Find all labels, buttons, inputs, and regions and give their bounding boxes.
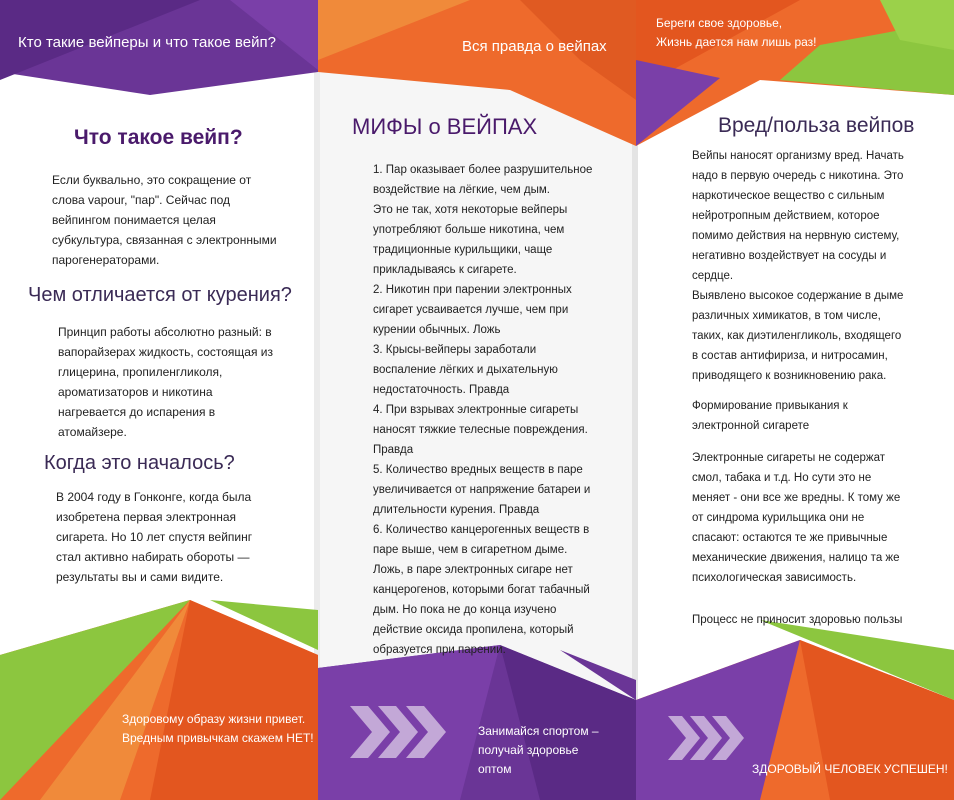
panel1-banner: Кто такие вейперы и что такое вейп? [18,34,276,51]
harm-title: Вред/польза вейпов [718,114,915,137]
harm-para3: Электронные сигареты не содержат смол, табака и т.д. Но сути это не меняет - они все же вредны. К тому же от синдрома курильщика они не спасают: остаются те же привычные механические движения, налицо та же психологическая зависимость. [692,452,901,584]
diff-title: Чем отличается от курения? [28,284,292,306]
panel1-footer: Здоровому образу жизни привет. Вредным привычкам скажем НЕТ! [122,712,314,745]
myth-item: 4. При взрывах электронные сигареты наносят тяжкие телесные повреждения. Правда [373,404,588,456]
panel2-banner: Вся правда о вейпах [462,38,607,55]
harm-para4: Процесс не приносит здоровью пользы [692,614,903,626]
when-title: Когда это началось? [44,452,235,474]
myth-item: 3. Крысы-вейперы заработали воспаление лёгких и дыхательную недостаточность. Правда [373,344,558,396]
when-text: В 2004 году в Гонконге, когда была изобретена первая электронная сигарета. Но 10 лет спустя вейпинг стал активно набирать обороты — результаты вы и сами видите. [56,490,253,584]
myth-item: 1. Пар оказывает более разрушительное воздействие на лёгкие, чем дым. Это не так, хотя некоторые вейперы употребляют больше никотина, чем традиционные курильщики, чаще прикладываясь к сигарете. [373,164,593,276]
myth-item: 5. Количество вредных веществ в паре увеличивается от напряжение батареи и длительности курения. Правда [373,464,591,516]
harm-para2: Формирование привыкания к электронной сигарете [692,400,848,432]
harm-para1: Вейпы наносят организму вред. Начать надо в первую очередь с никотина. Это наркотическое вещество с сильным нейротропным действием, которое помимо действия на нервную систему, негативно воздействует на сосуды и сердце. Выявлено высокое содержание в дыме различных химикатов, в том числе, таких, как диэтиленгликоль, входящего в состав антифириза, и нитросамин, приводящего к возникновению рака. [692,150,904,382]
myth-item: 2. Никотин при парении электронных сигарет усваивается лучше, чем при курении обычных. Ложь [373,284,572,336]
panel2-footer: Занимайся спортом – получай здоровье оптом [478,724,599,776]
myths-title: МИФЫ о ВЕЙПАХ [352,114,538,139]
panel3-footer: ЗДОРОВЫЙ ЧЕЛОВЕК УСПЕШЕН! [752,762,948,776]
myth-item: 6. Количество канцерогенных веществ в паре выше, чем в сигаретном дыме. Ложь, в паре электронных сигаре нет канцерогенов, которыми богат табачный дым. Но пока не до конца изучено действие оксида пропилена, который образуется при парении. [373,524,590,656]
panel3-banner: Береги свое здоровье, Жизнь дается нам лишь раз! [656,16,817,49]
what-title: Что такое вейп? [74,126,243,149]
what-text: Если буквально, это сокращение от слова vapour, "пар". Сейчас под вейпингом понимается целая субкультура, связанная с электронными парогенераторами. [52,173,277,267]
diff-text: Принцип работы абсолютно разный: в вапорайзерах жидкость, состоящая из глицерина, пропиленгликоля, ароматизаторов и никотина нагревается до испарения в атомайзере. [58,325,273,439]
myths-list [373,160,631,660]
